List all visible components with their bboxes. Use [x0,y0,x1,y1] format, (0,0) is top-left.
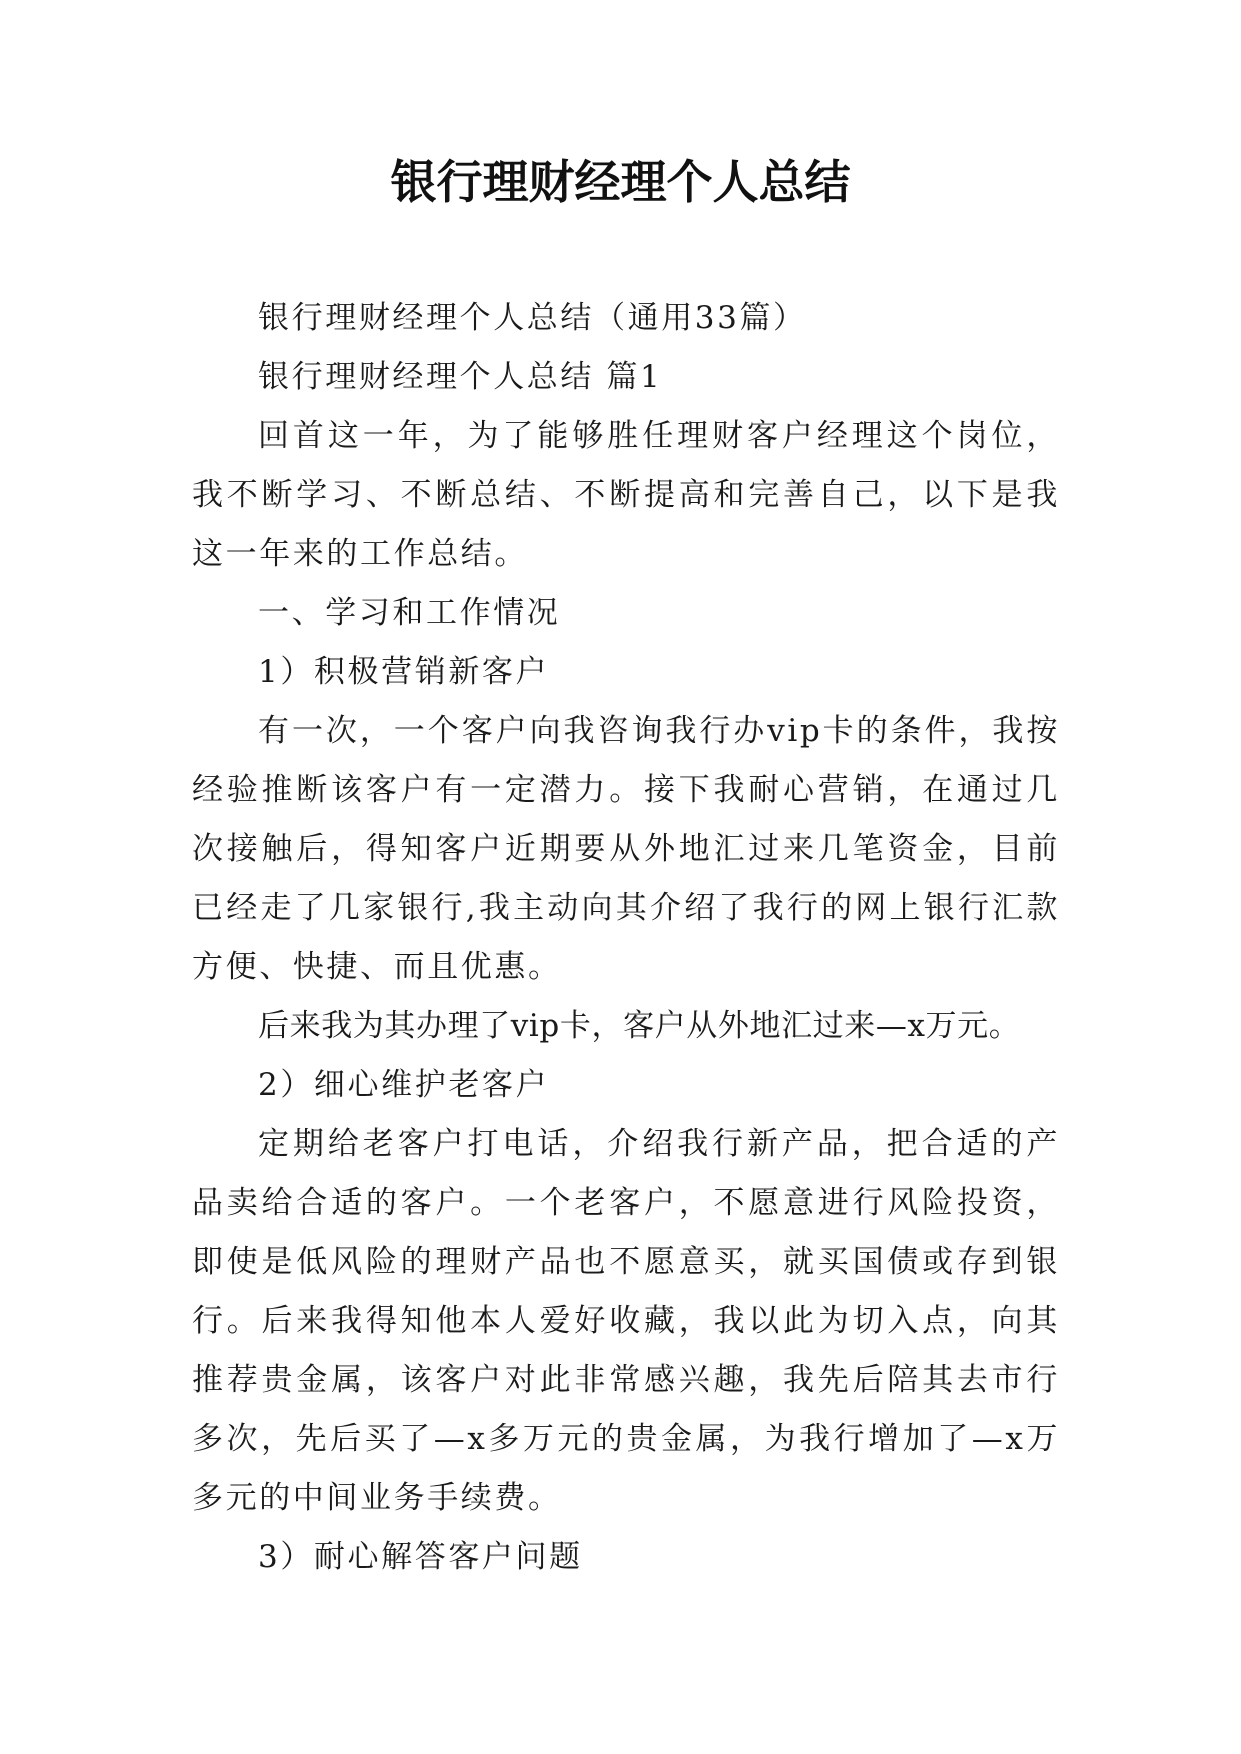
subheading-paragraph: 1）积极营销新客户 [258,654,550,690]
body-paragraph: 有一次，一个客户向我咨询我行办vip卡的条件，我按经验推断该客户有一定潜力。接下我耐心营销，在通过几次接触后，得知客户近期要从外地汇过来几笔资金，目前已经走了几家银行,我主动向其介绍了我行的网上银行汇款方便、快捷、而且优惠。 [192,713,1060,985]
section-heading-paragraph: 银行理财经理个人总结 篇1 [258,359,663,395]
subtitle-paragraph: 银行理财经理个人总结（通用33篇） [258,300,807,336]
body-paragraph: 后来我为其办理了vip卡，客户从外地汇过来—x万元。 [258,1008,1021,1044]
document-title: 银行理财经理个人总结 [390,155,851,209]
document-body [192,289,1060,1587]
subheading-paragraph: 2）细心维护老客户 [258,1067,550,1103]
body-paragraph: 回首这一年，为了能够胜任理财客户经理这个岗位，我不断学习、不断总结、不断提高和完善自己，以下是我这一年来的工作总结。 [192,418,1060,572]
subheading-paragraph: 3）耐心解答客户问题 [258,1539,583,1575]
body-paragraph: 定期给老客户打电话，介绍我行新产品，把合适的产品卖给合适的客户。一个老客户，不愿意进行风险投资，即使是低风险的理财产品也不愿意买，就买国债或存到银行。后来我得知他本人爱好收藏，我以此为切入点，向其推荐贵金属，该客户对此非常感兴趣，我先后陪其去市行多次，先后买了—x多万元的贵金属，为我行增加了—x万多元的中间业务手续费。 [192,1126,1060,1516]
section-heading-paragraph: 一、学习和工作情况 [258,595,561,631]
